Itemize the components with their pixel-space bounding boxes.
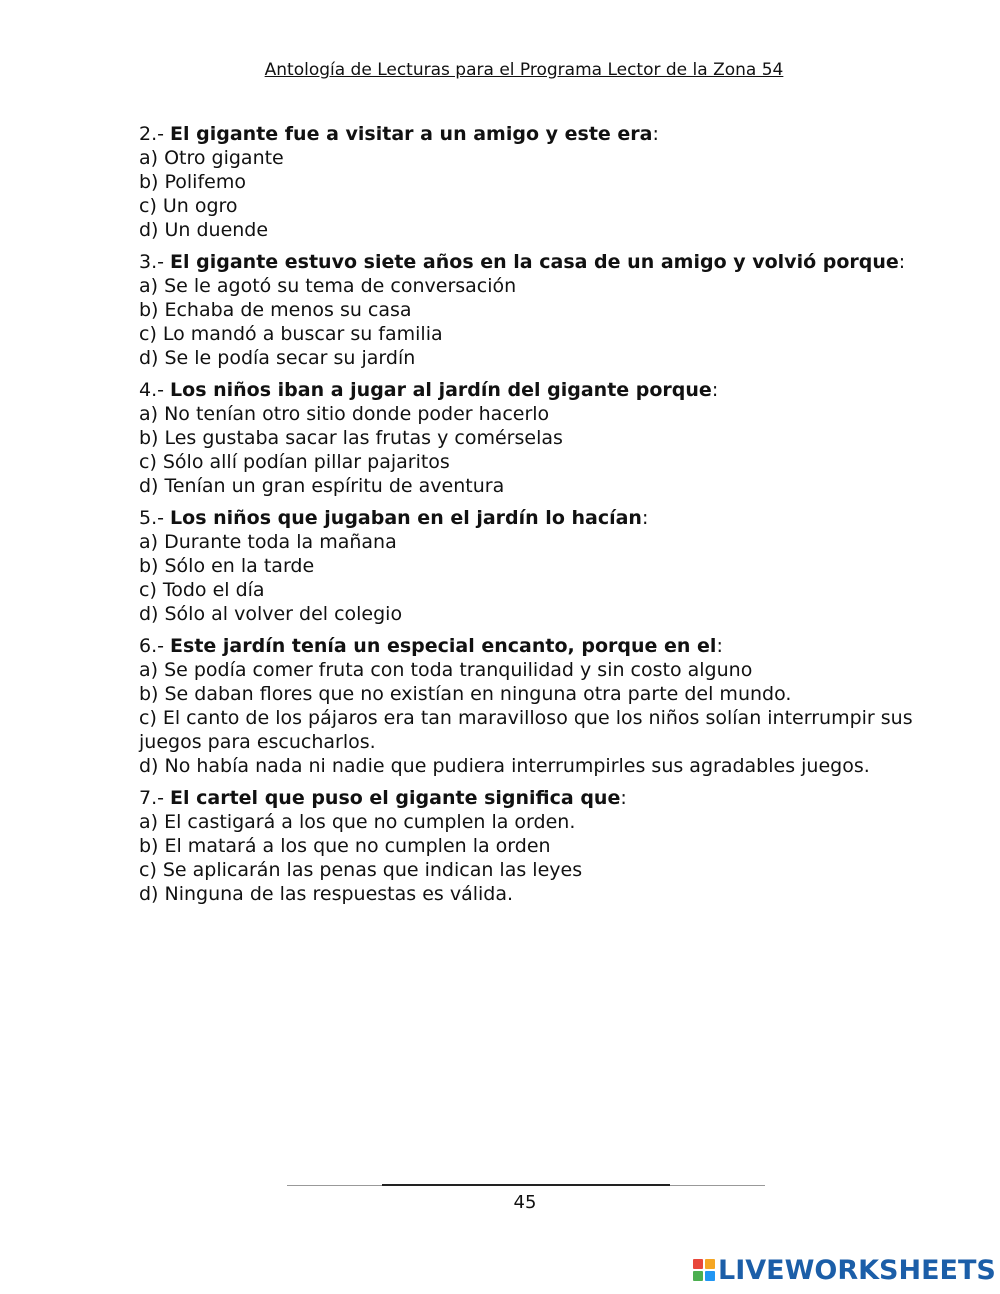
question-colon: :	[716, 635, 723, 657]
option-letter: d)	[139, 219, 159, 241]
option-letter: c)	[139, 579, 157, 601]
page-header: Antología de Lecturas para el Programa Lector de la Zona 54	[264, 60, 784, 80]
answer-option[interactable]	[139, 218, 969, 242]
logo-square-green	[693, 1271, 703, 1281]
question-title	[139, 506, 969, 530]
liveworksheets-brand[interactable]	[693, 1253, 996, 1287]
option-text: Un duende	[164, 219, 269, 241]
option-letter: c)	[139, 195, 157, 217]
question-text: Los niños que jugaban en el jardín lo hacían	[170, 507, 642, 529]
option-text: Otro gigante	[164, 147, 284, 169]
question-2	[139, 122, 969, 242]
option-letter: b)	[139, 171, 159, 193]
option-text: Todo el día	[162, 579, 265, 601]
question-number: 5.-	[139, 507, 164, 529]
question-title	[139, 634, 969, 658]
answer-option[interactable]	[139, 578, 969, 602]
option-text: Durante toda la mañana	[164, 531, 397, 553]
option-text: Un ogro	[162, 195, 238, 217]
question-number: 2.-	[139, 123, 164, 145]
answer-option[interactable]	[139, 658, 969, 682]
question-number: 4.-	[139, 379, 164, 401]
question-colon: :	[711, 379, 719, 401]
footer-rule-accent	[382, 1184, 670, 1186]
option-letter: d)	[139, 883, 159, 905]
option-text: Se le podía secar su jardín	[164, 347, 416, 369]
logo-square-blue	[705, 1271, 715, 1281]
option-text: Polifemo	[164, 171, 246, 193]
question-5	[139, 506, 969, 626]
option-text: Ninguna de las respuestas es válida.	[164, 883, 514, 905]
question-colon: :	[652, 123, 659, 145]
option-text: No había nada ni nadie que pudiera interrumpirles sus agradables juegos.	[164, 755, 870, 777]
answer-option[interactable]	[139, 834, 969, 858]
question-number: 3.-	[139, 251, 164, 273]
option-letter: b)	[139, 299, 159, 321]
question-list	[139, 122, 969, 906]
answer-option[interactable]	[139, 402, 969, 426]
question-6	[139, 634, 969, 778]
liveworksheets-logo-icon	[693, 1259, 715, 1281]
question-text: El cartel que puso el gigante significa que	[170, 787, 621, 809]
option-letter: d)	[139, 475, 159, 497]
question-title	[139, 786, 969, 810]
answer-option[interactable]	[139, 810, 969, 834]
option-text: Se aplicarán las penas que indican las leyes	[162, 859, 583, 881]
logo-square-red	[693, 1259, 703, 1269]
question-4	[139, 378, 969, 498]
option-letter: a)	[139, 659, 159, 681]
option-letter: d)	[139, 603, 159, 625]
option-text: Se le agotó su tema de conversación	[164, 275, 517, 297]
option-text: El castigará a los que no cumplen la orden.	[164, 811, 576, 833]
option-text: Tenían un gran espíritu de aventura	[164, 475, 505, 497]
answer-option[interactable]	[139, 194, 969, 218]
answer-option[interactable]	[139, 754, 969, 778]
answer-option[interactable]	[139, 346, 969, 370]
answer-option[interactable]	[139, 602, 969, 626]
answer-option[interactable]	[139, 858, 969, 882]
answer-option[interactable]	[139, 170, 969, 194]
option-letter: a)	[139, 531, 159, 553]
question-number: 7.-	[139, 787, 164, 809]
answer-option[interactable]	[139, 322, 969, 346]
logo-square-orange	[705, 1259, 715, 1269]
answer-option[interactable]	[139, 682, 969, 706]
question-text: Los niños iban a jugar al jardín del gigante porque	[170, 379, 712, 401]
option-text: Sólo allí podían pillar pajaritos	[162, 451, 450, 473]
option-text: Se daban flores que no existían en ninguna otra parte del mundo.	[164, 683, 792, 705]
option-text: Les gustaba sacar las frutas y comérselas	[164, 427, 563, 449]
option-text: No tenían otro sitio donde poder hacerlo	[164, 403, 550, 425]
option-letter: b)	[139, 427, 159, 449]
option-letter: c)	[139, 451, 157, 473]
answer-option[interactable]	[139, 474, 969, 498]
answer-option[interactable]	[139, 274, 969, 298]
option-text: Echaba de menos su casa	[164, 299, 412, 321]
option-letter: b)	[139, 555, 159, 577]
option-text: Lo mandó a buscar su familia	[162, 323, 443, 345]
question-text: El gigante fue a visitar a un amigo y este era	[170, 123, 653, 145]
question-title	[139, 378, 969, 402]
answer-option[interactable]	[139, 554, 969, 578]
question-colon: :	[620, 787, 627, 809]
question-title	[139, 250, 969, 274]
answer-option[interactable]	[139, 530, 969, 554]
option-letter: c)	[139, 859, 157, 881]
option-letter: c)	[139, 707, 157, 729]
option-text: El canto de los pájaros era tan maravilloso que los niños solían interrumpir sus juegos para escucharlos.	[139, 707, 913, 753]
option-letter: d)	[139, 755, 159, 777]
page-number: 45	[513, 1192, 537, 1213]
question-3	[139, 250, 969, 370]
option-letter: a)	[139, 811, 159, 833]
answer-option[interactable]	[139, 146, 969, 170]
option-text: Sólo al volver del colegio	[164, 603, 403, 625]
question-number: 6.-	[139, 635, 164, 657]
option-letter: a)	[139, 147, 159, 169]
answer-option[interactable]	[139, 298, 969, 322]
answer-option[interactable]	[139, 426, 969, 450]
option-letter: d)	[139, 347, 159, 369]
option-text: El matará a los que no cumplen la orden	[164, 835, 551, 857]
option-letter: c)	[139, 323, 157, 345]
question-text: Este jardín tenía un especial encanto, porque en el	[170, 635, 717, 657]
question-colon: :	[641, 507, 649, 529]
answer-option[interactable]	[139, 882, 969, 906]
option-letter: b)	[139, 835, 159, 857]
option-letter: b)	[139, 683, 159, 705]
question-7	[139, 786, 969, 906]
question-title	[139, 122, 969, 146]
answer-option[interactable]	[139, 450, 969, 474]
option-text: Sólo en la tarde	[164, 555, 315, 577]
brand-name: LIVEWORKSHEETS	[718, 1254, 996, 1286]
option-letter: a)	[139, 275, 159, 297]
answer-option[interactable]	[139, 706, 969, 754]
question-colon: :	[898, 251, 906, 273]
option-letter: a)	[139, 403, 159, 425]
option-text: Se podía comer fruta con toda tranquilidad y sin costo alguno	[164, 659, 753, 681]
question-text: El gigante estuvo siete años en la casa de un amigo y volvió porque	[170, 251, 899, 273]
